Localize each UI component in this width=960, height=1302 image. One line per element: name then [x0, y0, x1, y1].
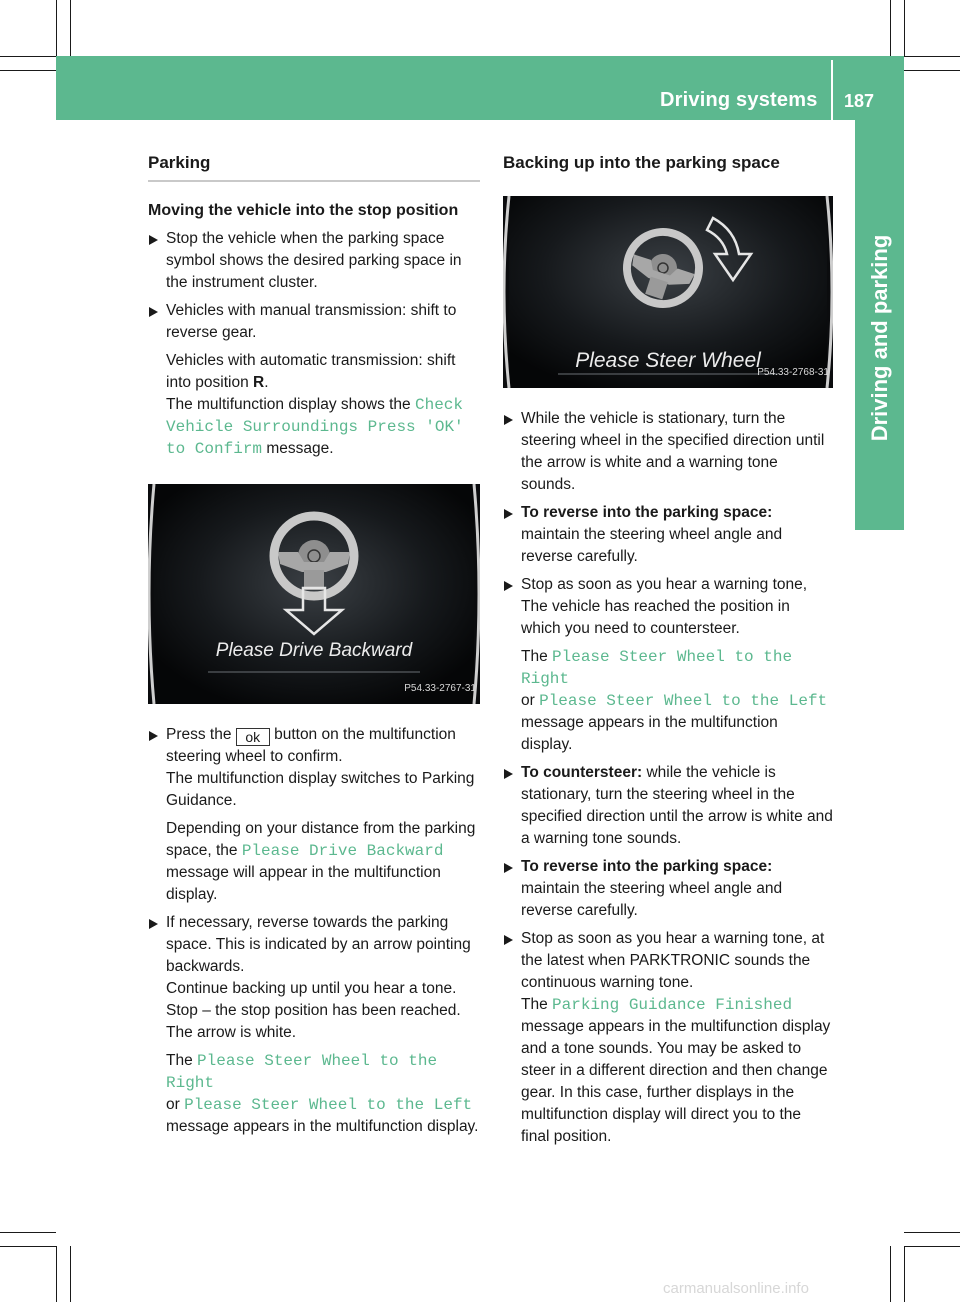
crop-mark — [904, 1246, 960, 1247]
step-paragraph: Depending on your distance from the parking space, the Please Drive Backward message will appear in the multifunction display. — [166, 820, 476, 903]
step-text: If necessary, reverse towards the parking space. This is indicated by an arrow pointing backwards. — [166, 914, 471, 975]
instruction-step — [148, 912, 480, 1138]
instruction-step — [503, 408, 833, 496]
step-paragraph: The multifunction display switches to Parking Guidance. — [166, 770, 475, 809]
subheading-stop-position: Moving the vehicle into the stop position — [148, 202, 459, 219]
step-text: To countersteer: while the vehicle is stationary, turn the steering wheel in the specified direction until the arrow is white and a warning tone sounds. — [521, 764, 833, 847]
figure-code: P54.33-2767-31 — [404, 683, 476, 694]
display-message: Please Steer Wheel to the Left — [184, 1096, 473, 1114]
step-paragraph: The Please Steer Wheel to the Right or Please Steer Wheel to the Left message appears in the multifunction display. — [166, 1052, 479, 1135]
step-text: Vehicles with manual transmission: shift to reverse gear. — [166, 302, 457, 341]
gear-position: R — [253, 374, 265, 391]
crop-mark — [904, 56, 960, 57]
crop-mark — [56, 1246, 57, 1302]
section-header-title: Driving systems — [660, 89, 818, 111]
instruction-step — [503, 574, 833, 756]
instruction-step — [503, 762, 833, 850]
instruction-step — [503, 856, 833, 922]
step-text: To reverse into the parking space: maintain the steering wheel angle and reverse carefully. — [521, 858, 783, 919]
crop-mark — [904, 1246, 905, 1302]
step-paragraph: Vehicles with automatic transmission: shift into position R. — [166, 352, 456, 391]
crop-mark — [0, 70, 56, 71]
display-figure-drive-backward — [148, 484, 480, 704]
step-paragraph: Continue backing up until you hear a tone. Stop – the stop position has been reached. The arrow is white. — [166, 980, 461, 1041]
display-message: Please Steer Wheel to the Right — [166, 1052, 438, 1092]
instruction-step — [148, 228, 480, 294]
instruction-step — [503, 502, 833, 568]
instruction-step — [503, 928, 833, 1148]
display-caption: Please Drive Backward — [215, 640, 413, 661]
crop-mark — [70, 0, 71, 56]
chapter-side-marker — [855, 484, 904, 530]
step-text: Stop the vehicle when the parking space symbol shows the desired parking space in the instrument cluster. — [166, 230, 462, 291]
display-message: Please Steer Wheel to the Right — [521, 648, 793, 688]
display-caption: Please Steer Wheel — [575, 349, 761, 372]
crop-mark — [904, 70, 960, 71]
crop-mark — [70, 1246, 71, 1302]
step-paragraph: The Please Steer Wheel to the Right or Please Steer Wheel to the Left message appears in the multifunction display. — [521, 648, 828, 753]
section-title-backing-up: Backing up into the parking space — [503, 153, 780, 172]
left-column — [148, 152, 480, 1144]
chapter-side-tab-label: Driving and parking — [867, 234, 892, 442]
crop-mark — [890, 1246, 891, 1302]
display-message: Please Steer Wheel to the Left — [539, 692, 828, 710]
crop-mark — [0, 1246, 56, 1247]
figure-code: P54.33-2768-31 — [757, 367, 829, 378]
ok-key-icon: ok — [236, 728, 270, 746]
right-column — [503, 152, 833, 1154]
instruction-step — [148, 724, 480, 906]
display-message: Please Drive Backward — [241, 842, 444, 860]
instrument-cluster-illustration — [148, 484, 480, 704]
step-text: Press the ok button on the multifunction steering wheel to confirm. — [166, 726, 456, 765]
crop-mark — [0, 56, 56, 57]
step-text: Stop as soon as you hear a warning tone, The vehicle has reached the position in which you need to countersteer. — [521, 576, 808, 637]
step-text: Stop as soon as you hear a warning tone, at the latest when PARKTRONIC sounds the continuous warning tone. — [521, 930, 825, 991]
display-figure-steer-wheel — [503, 196, 833, 388]
crop-mark — [904, 0, 905, 56]
section-title-parking: Parking — [148, 152, 480, 182]
instruction-step — [148, 300, 480, 460]
display-message: Check Vehicle Surroundings Press 'OK' to Confirm — [166, 396, 464, 458]
step-text: To reverse into the parking space: maintain the steering wheel angle and reverse carefully. — [521, 504, 783, 565]
display-message: Parking Guidance Finished — [552, 996, 793, 1014]
crop-mark — [904, 1232, 960, 1233]
crop-mark — [56, 0, 57, 56]
step-paragraph: The multifunction display shows the Check Vehicle Surroundings Press 'OK' to Confirm message. — [166, 396, 464, 458]
crop-mark — [0, 1232, 56, 1233]
header-divider — [831, 60, 833, 120]
step-paragraph: The Parking Guidance Finished message appears in the multifunction display and a tone sounds. You may be asked to steer in a different direction and then change gear. In this case, further displays in the multifunction display will direct you to the final position. — [521, 996, 831, 1145]
step-text: While the vehicle is stationary, turn the steering wheel in the specified direction until the arrow is white and a warning tone sounds. — [521, 410, 825, 493]
watermark-link[interactable]: carmanualsonline.info — [663, 1280, 809, 1297]
crop-mark — [890, 0, 891, 56]
page-number: 187 — [844, 91, 875, 111]
